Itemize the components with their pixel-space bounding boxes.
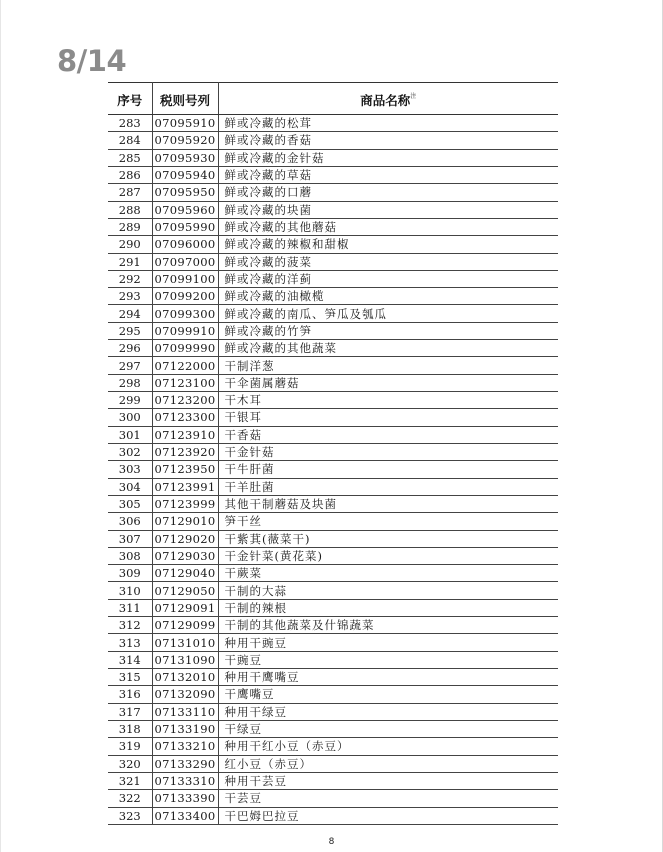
table-row <box>108 530 558 547</box>
tariff-table <box>108 82 558 825</box>
table-row <box>108 184 558 201</box>
cell-code: 07096000 <box>152 236 218 253</box>
table-row <box>108 755 558 772</box>
table-row <box>108 374 558 391</box>
cell-code: 07099990 <box>152 340 218 357</box>
cell-name: 鲜或冷藏的南瓜、笋瓜及瓠瓜 <box>218 305 558 322</box>
table-row <box>108 305 558 322</box>
cell-code: 07123920 <box>152 443 218 460</box>
cell-seq: 310 <box>108 582 152 599</box>
cell-name: 干制洋葱 <box>218 357 558 374</box>
cell-code: 07132090 <box>152 686 218 703</box>
table-header-row <box>108 83 558 115</box>
cell-code: 07131090 <box>152 651 218 668</box>
cell-name: 鲜或冷藏的洋蓟 <box>218 270 558 287</box>
cell-name: 干木耳 <box>218 392 558 409</box>
cell-code: 07095940 <box>152 166 218 183</box>
header-seq: 序号 <box>108 83 152 115</box>
cell-seq: 323 <box>108 807 152 824</box>
cell-name: 鲜或冷藏的油橄榄 <box>218 288 558 305</box>
cell-name: 种用干鹰嘴豆 <box>218 669 558 686</box>
cell-name: 干羊肚菌 <box>218 478 558 495</box>
cell-seq: 286 <box>108 166 152 183</box>
cell-name: 干芸豆 <box>218 790 558 807</box>
cell-code: 07095920 <box>152 132 218 149</box>
cell-name: 种用干芸豆 <box>218 772 558 789</box>
cell-seq: 314 <box>108 651 152 668</box>
cell-code: 07099910 <box>152 322 218 339</box>
table-row <box>108 547 558 564</box>
cell-code: 07133210 <box>152 738 218 755</box>
table-row <box>108 340 558 357</box>
table-row <box>108 132 558 149</box>
table-row <box>108 703 558 720</box>
cell-code: 07132010 <box>152 669 218 686</box>
cell-seq: 317 <box>108 703 152 720</box>
cell-code: 07099100 <box>152 270 218 287</box>
table-row <box>108 392 558 409</box>
cell-name: 鲜或冷藏的辣椒和甜椒 <box>218 236 558 253</box>
table-row <box>108 166 558 183</box>
table-row <box>108 409 558 426</box>
table-row <box>108 495 558 512</box>
cell-name: 干香菇 <box>218 426 558 443</box>
cell-seq: 316 <box>108 686 152 703</box>
cell-name: 鲜或冷藏的其他蘑菇 <box>218 218 558 235</box>
table-row <box>108 322 558 339</box>
cell-name: 种用干豌豆 <box>218 634 558 651</box>
cell-name: 鲜或冷藏的草菇 <box>218 166 558 183</box>
cell-code: 07133190 <box>152 720 218 737</box>
cell-code: 07129040 <box>152 565 218 582</box>
cell-name: 干牛肝菌 <box>218 461 558 478</box>
cell-seq: 300 <box>108 409 152 426</box>
cell-name: 干金针菜(黄花菜) <box>218 547 558 564</box>
cell-code: 07123100 <box>152 374 218 391</box>
cell-name: 干制的辣根 <box>218 599 558 616</box>
cell-seq: 304 <box>108 478 152 495</box>
cell-seq: 315 <box>108 669 152 686</box>
cell-seq: 292 <box>108 270 152 287</box>
cell-seq: 302 <box>108 443 152 460</box>
cell-code: 07129030 <box>152 547 218 564</box>
table-row <box>108 738 558 755</box>
cell-name: 干蕨菜 <box>218 565 558 582</box>
cell-name: 鲜或冷藏的松茸 <box>218 115 558 132</box>
table-row <box>108 443 558 460</box>
cell-code: 07129099 <box>152 617 218 634</box>
table-row <box>108 790 558 807</box>
cell-name: 干制的大蒜 <box>218 582 558 599</box>
table-row <box>108 565 558 582</box>
table-row <box>108 288 558 305</box>
cell-seq: 298 <box>108 374 152 391</box>
cell-seq: 303 <box>108 461 152 478</box>
cell-seq: 295 <box>108 322 152 339</box>
cell-seq: 321 <box>108 772 152 789</box>
table-row <box>108 357 558 374</box>
header-name-label: 商品名称 <box>360 92 411 108</box>
table-row <box>108 720 558 737</box>
cell-code: 07123991 <box>152 478 218 495</box>
cell-seq: 312 <box>108 617 152 634</box>
cell-name: 其他干制蘑菇及块菌 <box>218 495 558 512</box>
cell-code: 07123999 <box>152 495 218 512</box>
cell-seq: 311 <box>108 599 152 616</box>
cell-code: 07123200 <box>152 392 218 409</box>
cell-code: 07133390 <box>152 790 218 807</box>
cell-code: 07133290 <box>152 755 218 772</box>
table-row <box>108 478 558 495</box>
table-row <box>108 599 558 616</box>
table-row <box>108 149 558 166</box>
cell-name: 鲜或冷藏的菠菜 <box>218 253 558 270</box>
header-name-note: 注 <box>410 92 417 100</box>
cell-seq: 294 <box>108 305 152 322</box>
cell-code: 07129010 <box>152 513 218 530</box>
table-row <box>108 461 558 478</box>
cell-code: 07095910 <box>152 115 218 132</box>
cell-name: 干银耳 <box>218 409 558 426</box>
cell-name: 种用干绿豆 <box>218 703 558 720</box>
cell-name: 干鹰嘴豆 <box>218 686 558 703</box>
cell-seq: 284 <box>108 132 152 149</box>
table-row <box>108 807 558 824</box>
table-row <box>108 270 558 287</box>
cell-seq: 285 <box>108 149 152 166</box>
cell-seq: 320 <box>108 755 152 772</box>
cell-code: 07122000 <box>152 357 218 374</box>
table-row <box>108 115 558 132</box>
cell-name: 干紫萁(薇菜干) <box>218 530 558 547</box>
cell-seq: 318 <box>108 720 152 737</box>
cell-code: 07095990 <box>152 218 218 235</box>
table-row <box>108 426 558 443</box>
cell-name: 鲜或冷藏的口蘑 <box>218 184 558 201</box>
cell-code: 07099200 <box>152 288 218 305</box>
cell-name: 鲜或冷藏的香菇 <box>218 132 558 149</box>
cell-seq: 299 <box>108 392 152 409</box>
cell-name: 鲜或冷藏的块菌 <box>218 201 558 218</box>
cell-seq: 309 <box>108 565 152 582</box>
cell-code: 07099300 <box>152 305 218 322</box>
table-row <box>108 582 558 599</box>
table-row <box>108 686 558 703</box>
cell-seq: 305 <box>108 495 152 512</box>
table-header <box>108 83 558 115</box>
cell-seq: 319 <box>108 738 152 755</box>
table-row <box>108 201 558 218</box>
table-row <box>108 513 558 530</box>
cell-code: 07129050 <box>152 582 218 599</box>
cell-name: 笋干丝 <box>218 513 558 530</box>
cell-code: 07131010 <box>152 634 218 651</box>
cell-seq: 307 <box>108 530 152 547</box>
cell-seq: 301 <box>108 426 152 443</box>
cell-seq: 290 <box>108 236 152 253</box>
cell-seq: 287 <box>108 184 152 201</box>
cell-seq: 289 <box>108 218 152 235</box>
table-row <box>108 236 558 253</box>
cell-seq: 296 <box>108 340 152 357</box>
cell-name: 干伞菌属蘑菇 <box>218 374 558 391</box>
table-row <box>108 772 558 789</box>
cell-seq: 297 <box>108 357 152 374</box>
cell-seq: 306 <box>108 513 152 530</box>
cell-seq: 322 <box>108 790 152 807</box>
cell-seq: 283 <box>108 115 152 132</box>
table-row <box>108 218 558 235</box>
cell-name: 红小豆（赤豆） <box>218 755 558 772</box>
cell-code: 07095960 <box>152 201 218 218</box>
cell-seq: 291 <box>108 253 152 270</box>
cell-seq: 308 <box>108 547 152 564</box>
page-indicator: 8/14 <box>57 44 127 78</box>
cell-name: 鲜或冷藏的竹笋 <box>218 322 558 339</box>
table-row <box>108 617 558 634</box>
table-row <box>108 651 558 668</box>
cell-name: 干金针菇 <box>218 443 558 460</box>
cell-code: 07123910 <box>152 426 218 443</box>
cell-code: 07133310 <box>152 772 218 789</box>
page-number: 8 <box>328 837 335 847</box>
cell-name: 干豌豆 <box>218 651 558 668</box>
cell-name: 干绿豆 <box>218 720 558 737</box>
cell-seq: 288 <box>108 201 152 218</box>
table-row <box>108 634 558 651</box>
cell-code: 07095930 <box>152 149 218 166</box>
cell-code: 07133400 <box>152 807 218 824</box>
cell-code: 07123950 <box>152 461 218 478</box>
header-code: 税则号列 <box>152 83 218 115</box>
cell-name: 干制的其他蔬菜及什锦蔬菜 <box>218 617 558 634</box>
cell-seq: 313 <box>108 634 152 651</box>
cell-name: 鲜或冷藏的金针菇 <box>218 149 558 166</box>
cell-code: 07123300 <box>152 409 218 426</box>
cell-code: 07129091 <box>152 599 218 616</box>
cell-seq: 293 <box>108 288 152 305</box>
table-body <box>108 115 558 825</box>
table-row <box>108 669 558 686</box>
cell-code: 07097000 <box>152 253 218 270</box>
cell-name: 干巴姆巴拉豆 <box>218 807 558 824</box>
cell-code: 07133110 <box>152 703 218 720</box>
cell-code: 07095950 <box>152 184 218 201</box>
header-name <box>218 83 558 115</box>
table-row <box>108 253 558 270</box>
cell-name: 种用干红小豆（赤豆） <box>218 738 558 755</box>
cell-name: 鲜或冷藏的其他蔬菜 <box>218 340 558 357</box>
cell-code: 07129020 <box>152 530 218 547</box>
